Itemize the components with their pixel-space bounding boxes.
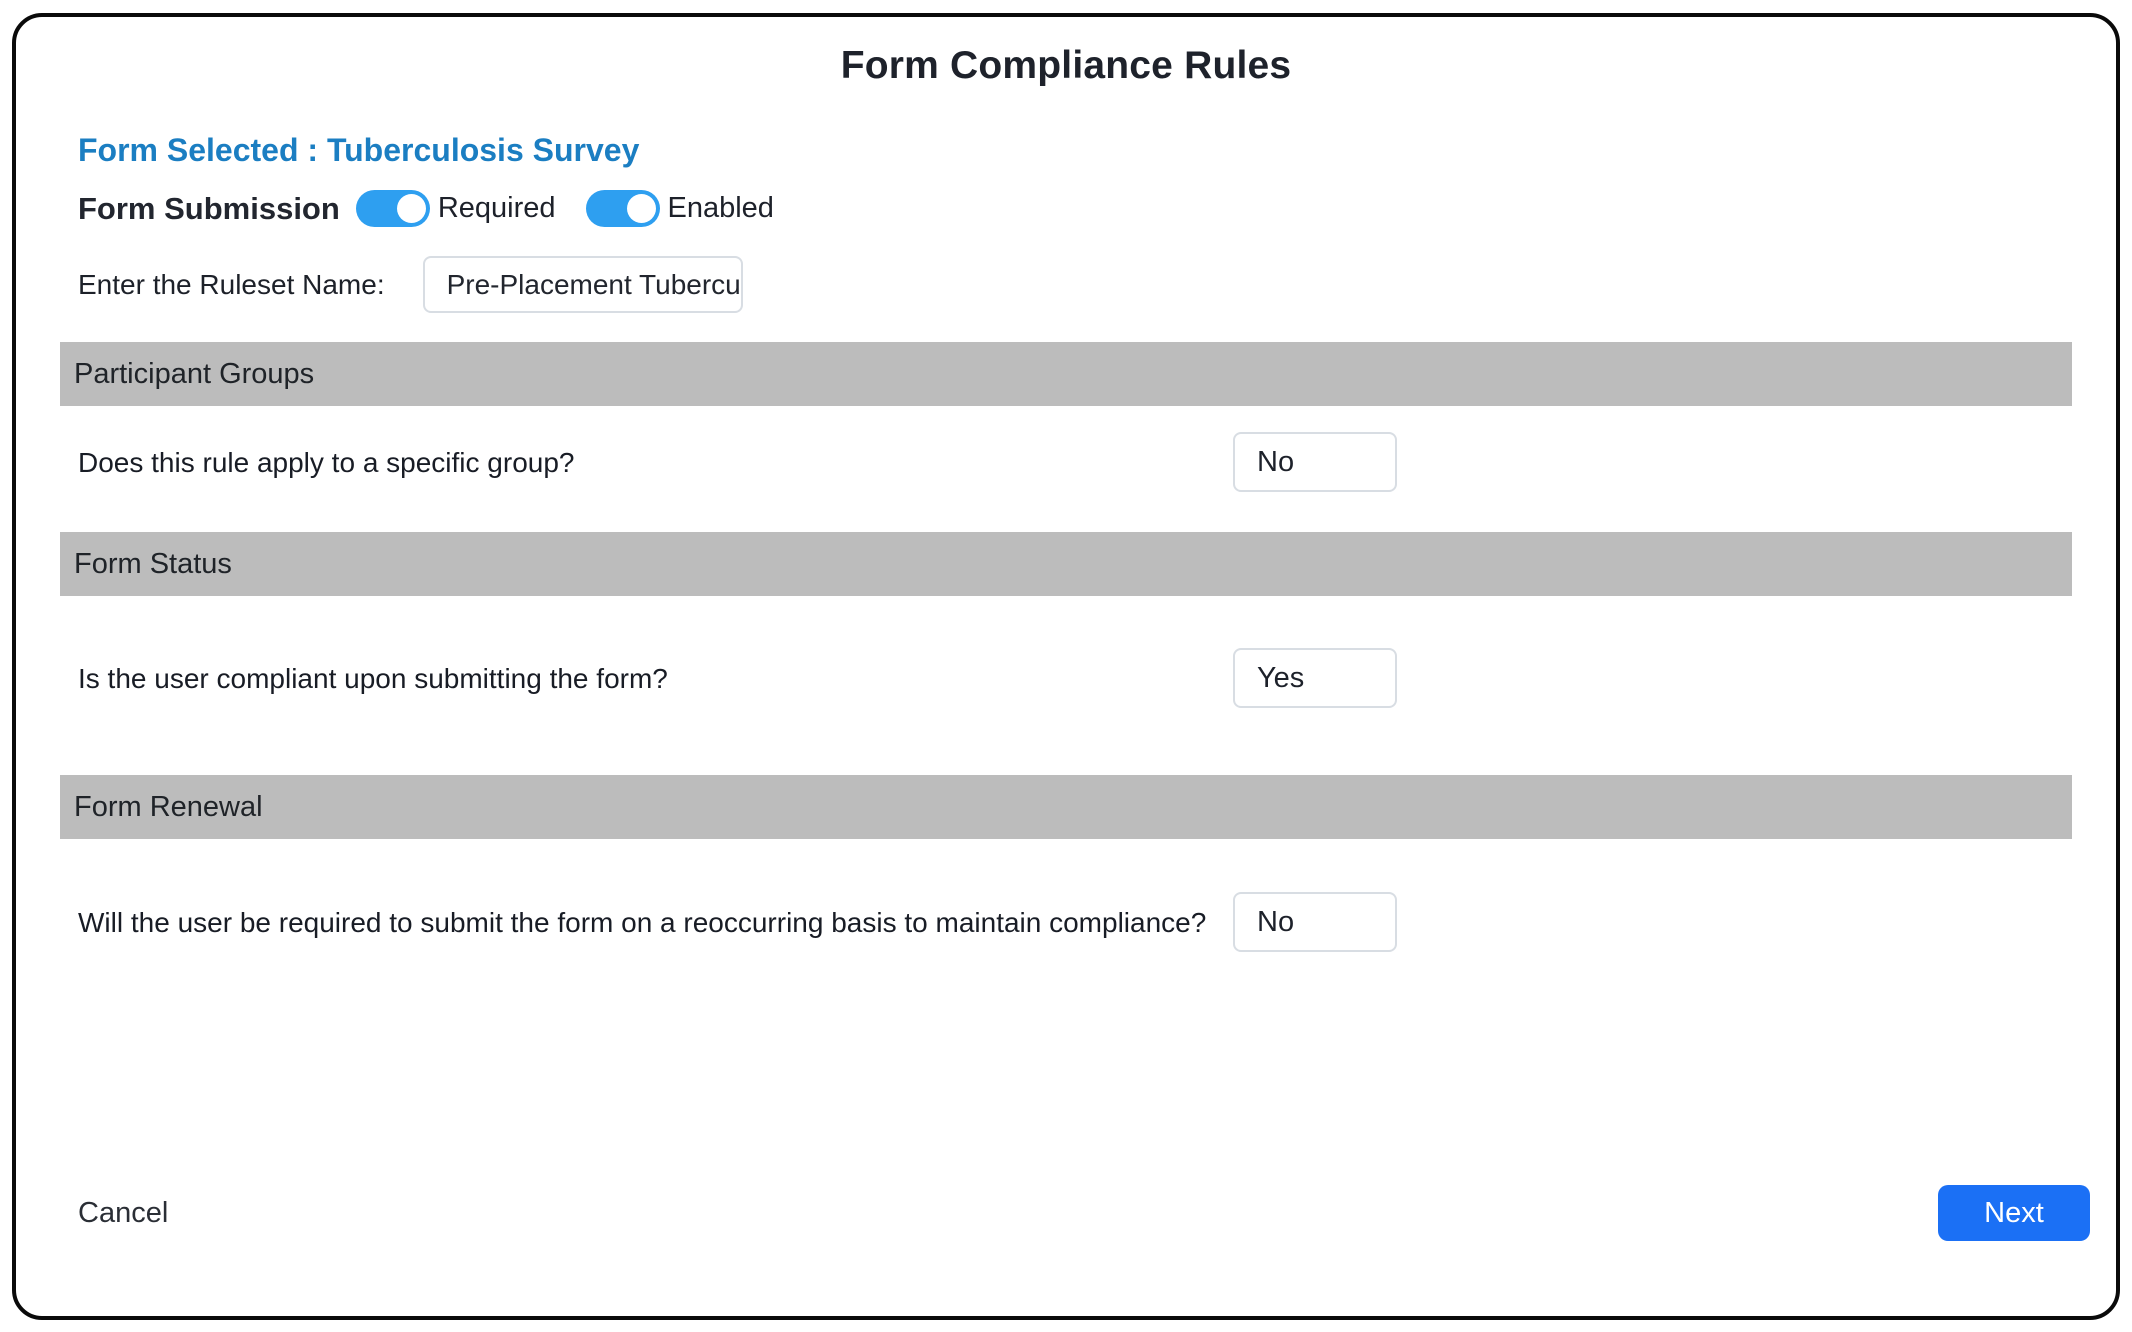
toggle-knob bbox=[627, 194, 656, 223]
question-text-form-status: Is the user compliant upon submitting the form? bbox=[78, 662, 668, 694]
section-header-participant-groups bbox=[60, 342, 2072, 406]
answer-input-form-status[interactable] bbox=[1233, 648, 1397, 708]
question-text-form-renewal: Will the user be required to submit the form on a reoccurring basis to maintain compliance? bbox=[78, 906, 1207, 938]
form-compliance-card bbox=[12, 13, 2120, 1320]
question-row-form-renewal bbox=[60, 892, 2072, 953]
answer-input-participant-group[interactable] bbox=[1233, 432, 1397, 492]
form-selected-label: Form Selected : Tuberculosis Survey bbox=[78, 132, 640, 168]
ruleset-name-label: Enter the Ruleset Name: bbox=[78, 268, 385, 300]
section-header-form-renewal bbox=[60, 775, 2072, 839]
toggle-knob bbox=[397, 194, 426, 223]
enabled-toggle-label: Enabled bbox=[667, 192, 774, 224]
answer-input-form-renewal[interactable] bbox=[1233, 892, 1397, 952]
section-header-label: Form Renewal bbox=[74, 790, 263, 823]
required-toggle-label: Required bbox=[437, 192, 556, 224]
section-header-label: Form Status bbox=[74, 547, 232, 580]
form-submission-label: Form Submission bbox=[78, 190, 340, 226]
question-row-form-status bbox=[60, 648, 2072, 709]
section-header-label: Participant Groups bbox=[74, 357, 315, 390]
next-button[interactable]: Next bbox=[1938, 1185, 2090, 1241]
question-row-participant-group bbox=[60, 432, 2072, 493]
question-text-participant-group: Does this rule apply to a specific group? bbox=[78, 446, 575, 478]
cancel-button[interactable]: Cancel bbox=[78, 1196, 169, 1229]
form-submission-row bbox=[60, 190, 2072, 227]
footer-actions bbox=[60, 1185, 2072, 1241]
ruleset-name-row bbox=[60, 256, 2072, 313]
enabled-toggle[interactable] bbox=[586, 190, 660, 227]
required-toggle[interactable] bbox=[356, 190, 430, 227]
section-header-form-status bbox=[60, 532, 2072, 596]
ruleset-name-input[interactable] bbox=[423, 256, 743, 313]
page-title: Form Compliance Rules bbox=[840, 44, 1292, 87]
